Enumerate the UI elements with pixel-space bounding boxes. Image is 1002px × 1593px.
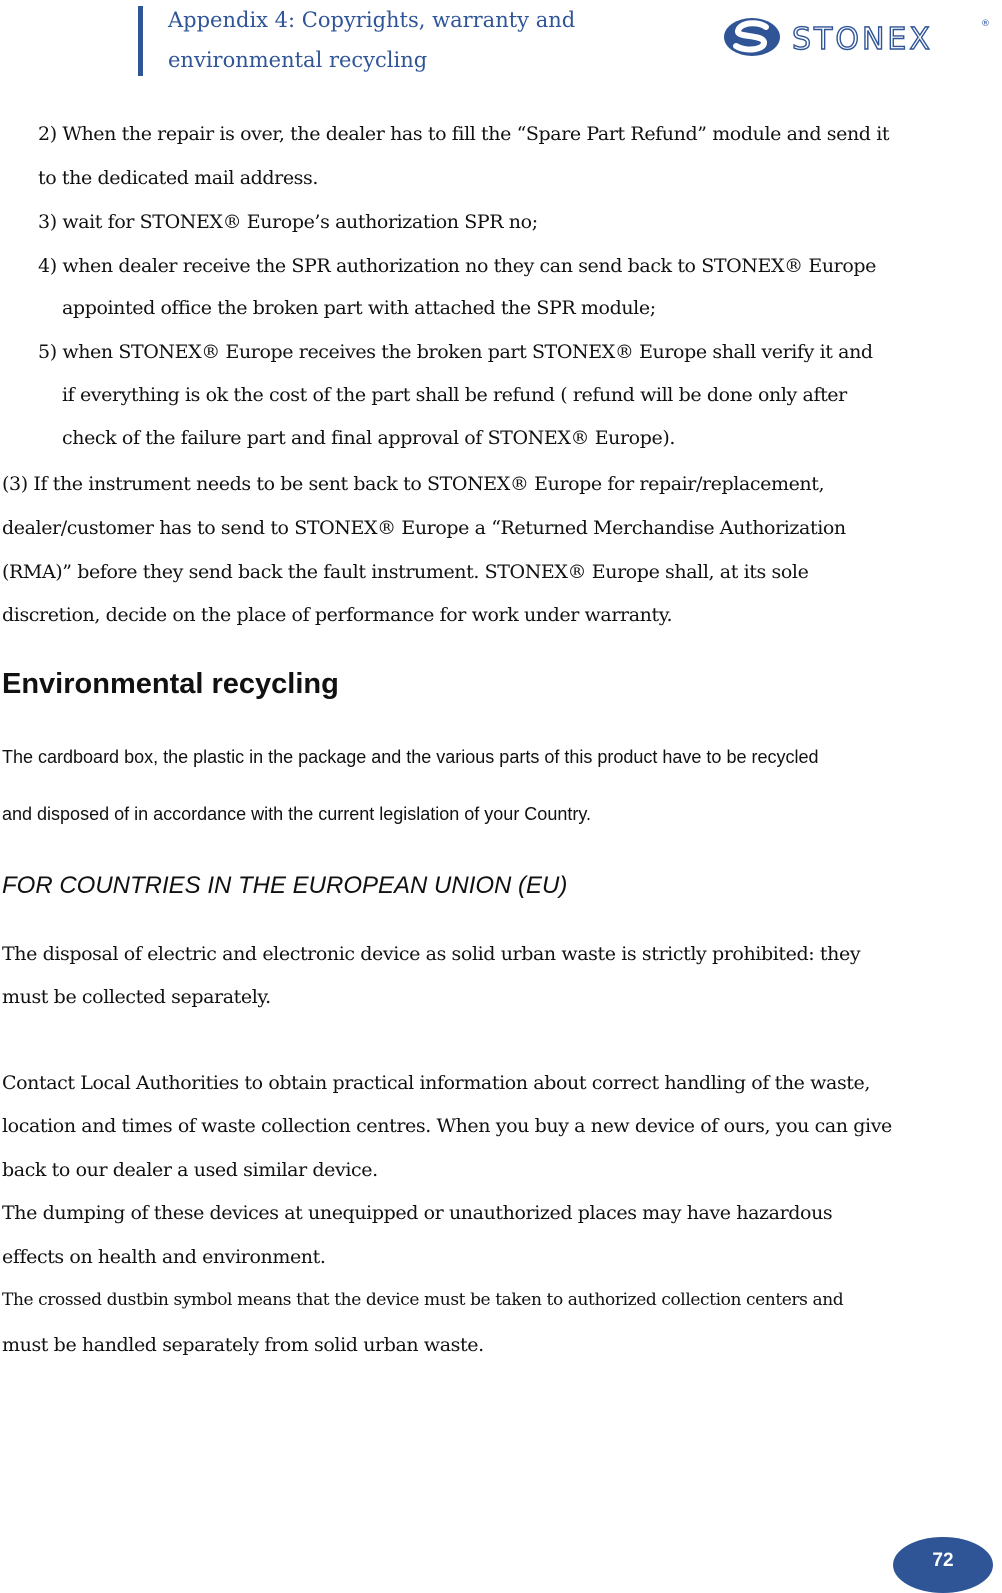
eu-line: location and times of waste collection centres. When you buy a new device of ours, you can give	[2, 1115, 892, 1137]
registered-mark: ®	[981, 19, 990, 29]
eu-line: The disposal of electric and electronic device as solid urban waste is strictly prohibited: they	[2, 943, 861, 965]
body-line: appointed office the broken part with attached the SPR module;	[62, 297, 656, 319]
stonex-logo-mark-icon	[724, 18, 780, 56]
header-title-line-1: Appendix 4: Copyrights, warranty and	[168, 8, 576, 32]
body-line: dealer/customer has to send to STONEX® Europe a “Returned Merchandise Authorization	[2, 517, 846, 539]
recycling-line: and disposed of in accordance with the current legislation of your Country.	[2, 804, 591, 824]
eu-line: back to our dealer a used similar device.	[2, 1159, 378, 1181]
body-line: to the dedicated mail address.	[38, 167, 319, 189]
eu-line: The dumping of these devices at unequipped or unauthorized places may have hazardous	[2, 1202, 833, 1224]
body-line: check of the failure part and final approval of STONEX® Europe).	[62, 427, 675, 449]
body-line: 2) When the repair is over, the dealer has to fill the “Spare Part Refund” module and send it	[38, 123, 890, 145]
body-line: (RMA)” before they send back the fault instrument. STONEX® Europe shall, at its sole	[2, 561, 809, 583]
eu-line: must be collected separately.	[2, 986, 271, 1008]
section-heading-environmental-recycling: Environmental recycling	[2, 668, 339, 700]
header-title-line-2: environmental recycling	[168, 48, 428, 72]
body-line: 4) when dealer receive the SPR authorization no they can send back to STONEX® Europe	[38, 255, 876, 277]
body-line: (3) If the instrument needs to be sent back to STONEX® Europe for repair/replacement,	[2, 473, 825, 495]
header-title	[168, 0, 638, 80]
page-number-badge: 72	[893, 1537, 993, 1593]
eu-line: Contact Local Authorities to obtain practical information about correct handling of the waste,	[2, 1072, 871, 1094]
eu-subheading: FOR COUNTRIES IN THE EUROPEAN UNION (EU)	[2, 872, 568, 899]
stonex-logo-text: STONEX	[792, 22, 933, 57]
body-line: discretion, decide on the place of performance for work under warranty.	[2, 604, 673, 626]
body-line: if everything is ok the cost of the part shall be refund ( refund will be done only after	[62, 384, 847, 406]
header-accent-bar	[138, 6, 143, 76]
stonex-logo	[722, 12, 992, 62]
eu-line: must be handled separately from solid urban waste.	[2, 1334, 484, 1356]
body-line: 3) wait for STONEX® Europe’s authorization SPR no;	[38, 211, 538, 233]
body-line: 5) when STONEX® Europe receives the broken part STONEX® Europe shall verify it and	[38, 341, 873, 363]
eu-line: effects on health and environment.	[2, 1246, 326, 1268]
eu-line: The crossed dustbin symbol means that the device must be taken to authorized collection centers and	[2, 1290, 844, 1310]
recycling-line: The cardboard box, the plastic in the package and the various parts of this product have to be recycled	[2, 747, 819, 767]
